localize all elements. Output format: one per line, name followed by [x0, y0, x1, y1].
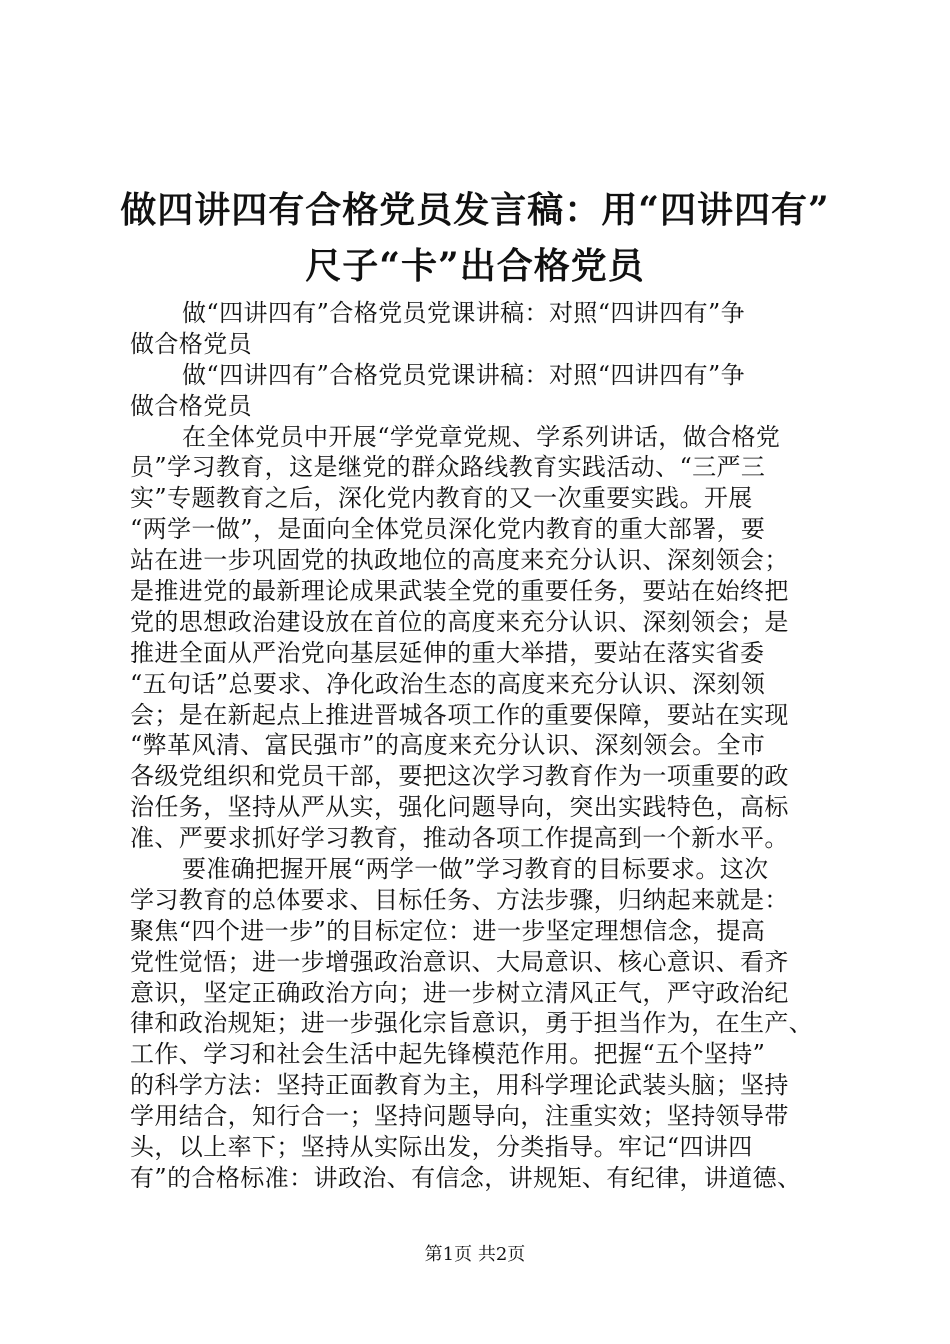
body-line: 做合格党员	[130, 329, 252, 358]
body-line: 做合格党员	[130, 391, 252, 420]
body-line: 要准确把握开展“两学一做”学习教育的目标要求。这次	[182, 855, 769, 884]
body-line: 律和政治规矩；进一步强化宗旨意识，勇于担当作为，在生产、	[130, 1009, 814, 1038]
body-line: 做“四讲四有”合格党员党课讲稿：对照“四讲四有”争	[182, 360, 746, 389]
body-line: 是推进党的最新理论成果武装全党的重要任务，要站在始终把	[130, 577, 789, 606]
body-line: 员”学习教育，这是继党的群众路线教育实践活动、“三严三	[130, 453, 766, 482]
body-line: 党性觉悟；进一步增强政治意识、大局意识、核心意识、看齐	[130, 947, 789, 976]
body-line: 的科学方法：坚持正面教育为主，用科学理论武装头脑；坚持	[130, 1071, 789, 1100]
body-line: “弊革风清、富民强市”的高度来充分认识、深刻领会。全市	[130, 731, 766, 760]
page-number-footer: 第1页 共2页	[424, 1244, 526, 1265]
body-line: 准、严要求抓好学习教育，推动各项工作提高到一个新水平。	[130, 824, 789, 853]
document-title-line-1: 做四讲四有合格党员发言稿：用“四讲四有”	[120, 189, 830, 231]
document-body	[130, 298, 830, 1194]
body-line: 聚焦“四个进一步”的目标定位：进一步坚定理想信念，提高	[130, 916, 766, 945]
body-line: 实”专题教育之后，深化党内教育的又一次重要实践。开展	[130, 484, 753, 513]
body-line: 会；是在新起点上推进晋城各项工作的重要保障，要站在实现	[130, 700, 789, 729]
body-line: 头，以上率下；坚持从实际出发，分类指导。牢记“四讲四	[130, 1133, 753, 1162]
body-line: 工作、学习和社会生活中起先锋模范作用。把握“五个坚持”	[130, 1040, 766, 1069]
body-line: 党的思想政治建设放在首位的高度来充分认识、深刻领会；是	[130, 607, 789, 636]
body-line: 治任务，坚持从严从实，强化问题导向，突出实践特色，高标	[130, 793, 789, 822]
body-line: “两学一做”，是面向全体党员深化党内教育的重大部署，要	[130, 515, 766, 544]
body-line: 站在进一步巩固党的执政地位的高度来充分认识、深刻领会；	[130, 546, 789, 575]
body-line: 意识，坚定正确政治方向；进一步树立清风正气，严守政治纪	[130, 978, 789, 1007]
body-line: 推进全面从严治党向基层延伸的重大举措，要站在落实省委	[130, 638, 765, 667]
body-line: 在全体党员中开展“学党章党规、学系列讲话，做合格党	[182, 422, 781, 451]
body-line: 各级党组织和党员干部，要把这次学习教育作为一项重要的政	[130, 762, 789, 791]
body-line: 有”的合格标准：讲政治、有信念，讲规矩、有纪律，讲道德、	[130, 1163, 802, 1192]
body-line: 做“四讲四有”合格党员党课讲稿：对照“四讲四有”争	[182, 299, 746, 327]
body-line: 学用结合，知行合一；坚持问题导向，注重实效；坚持领导带	[130, 1102, 789, 1131]
document-title-line-2: 尺子“卡”出合格党员	[305, 245, 645, 287]
body-line: 学习教育的总体要求、目标任务、方法步骤，归纳起来就是：	[130, 885, 789, 914]
body-line: “五句话”总要求、净化政治生态的高度来充分认识、深刻领	[130, 669, 766, 698]
